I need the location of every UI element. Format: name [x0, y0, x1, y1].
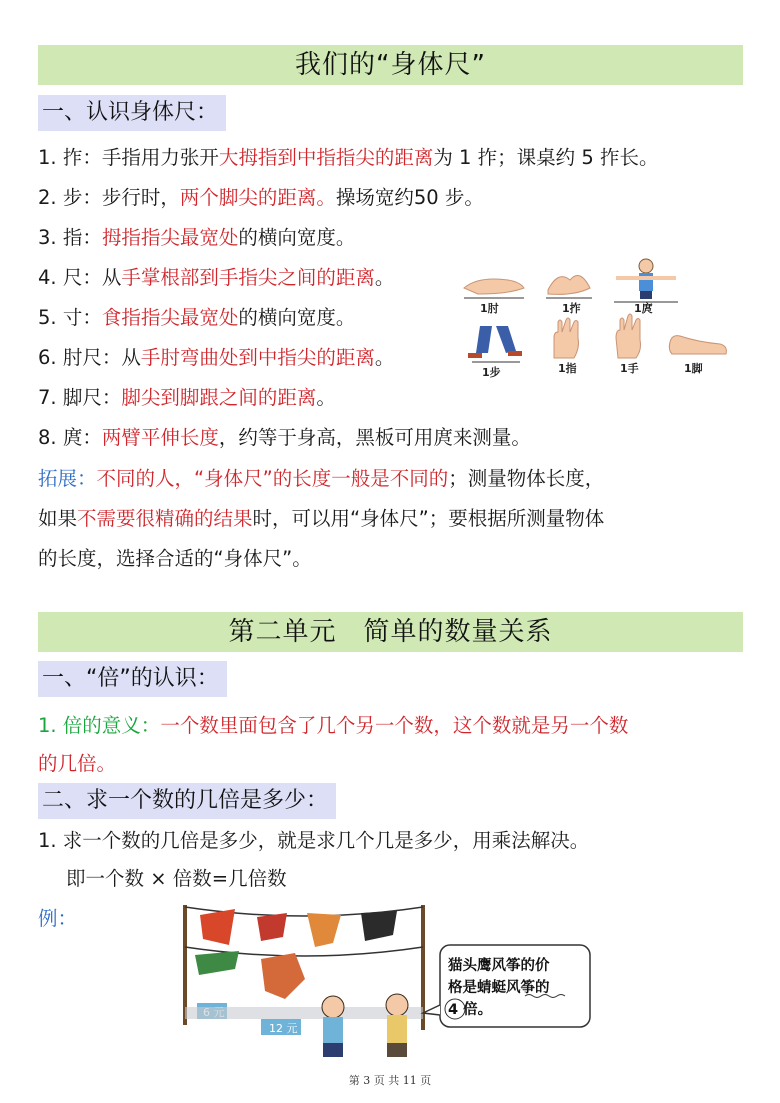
- caption-elbow: 1肘: [480, 302, 499, 315]
- extension-line-2: 如果不需要很精确的结果时，可以用“身体尺”；要根据所测量物体: [38, 507, 605, 530]
- body-ruler-item: 4. 尺：从手掌根部到手指尖之间的距离。: [38, 266, 395, 289]
- extension-line-1: 拓展：不同的人，“身体尺”的长度一般是不同的；测量物体长度，: [38, 467, 605, 490]
- body-ruler-item: 3. 指：拇指指尖最宽处的横向宽度。: [38, 226, 356, 249]
- caption-span: 1拃: [562, 302, 581, 315]
- extension-label: 拓展：: [38, 467, 97, 490]
- child-left: [322, 996, 344, 1057]
- times-meaning-line-2: 的几倍。: [38, 752, 117, 775]
- speech-line-3: 4 倍。: [448, 1002, 493, 1018]
- section-heading-times: 一、“倍”的认识：: [38, 661, 227, 697]
- body-ruler-illustration: [458, 258, 758, 388]
- speech-line-2: 格是蜻蜓风筝的: [448, 980, 550, 996]
- extension-line-3: 的长度，选择合适的“身体尺”。: [38, 547, 312, 570]
- section-heading-body-ruler: 一、认识身体尺：: [38, 95, 226, 131]
- caption-armspan: 1庹: [634, 302, 653, 315]
- page-footer: 第 3 页 共 11 页: [348, 1074, 432, 1087]
- body-ruler-item: 1. 拃：手指用力张开大拇指到中指指尖的距离为 1 拃；课桌约 5 拃长。: [38, 146, 659, 169]
- armspan-figure: [614, 259, 678, 315]
- speech-line-1: 猫头鹰风筝的价: [448, 958, 550, 974]
- caption-step: 1步: [482, 366, 501, 379]
- elbow-figure: [464, 279, 524, 315]
- caption-finger: 1指: [558, 362, 577, 375]
- multiple-formula: 即一个数 × 倍数=几倍数: [66, 867, 287, 890]
- caption-foot: 1脚: [684, 362, 703, 375]
- times-meaning-line-1: 1. 倍的意义：一个数里面包含了几个另一个数，这个数就是另一个数: [38, 714, 629, 737]
- caption-hand: 1手: [620, 362, 639, 375]
- example-label: 例：: [38, 907, 78, 930]
- unit2-banner: 第二单元 简单的数量关系: [38, 612, 743, 652]
- multiple-rule: 1. 求一个数的几倍是多少，就是求几个几是多少，用乘法解决。: [38, 829, 590, 852]
- body-ruler-item: 5. 寸：食指指尖最宽处的横向宽度。: [38, 306, 356, 329]
- body-ruler-item: 7. 脚尺：脚尖到脚跟之间的距离。: [38, 386, 336, 409]
- finger-figure: [554, 318, 579, 375]
- body-ruler-item: 2. 步：步行时，两个脚尖的距离。操场宽约50 步。: [38, 186, 484, 209]
- body-ruler-item: 8. 庹：两臂平伸长度，约等于身高，黑板可用庹来测量。: [38, 426, 531, 449]
- body-ruler-item: 6. 肘尺：从手肘弯曲处到中指尖的距离。: [38, 346, 395, 369]
- section-heading-multiple: 二、求一个数的几倍是多少：: [38, 783, 336, 819]
- foot-figure: [669, 336, 726, 375]
- hand-figure: [616, 314, 641, 375]
- kite-2: [257, 913, 287, 941]
- title-banner: 我们的“身体尺”: [38, 45, 743, 85]
- price-tag-owl: 12 元: [269, 1022, 298, 1035]
- step-figure: [468, 326, 522, 379]
- child-right: [386, 994, 408, 1057]
- span-figure: [546, 276, 592, 316]
- kite-example-illustration: [165, 895, 625, 1065]
